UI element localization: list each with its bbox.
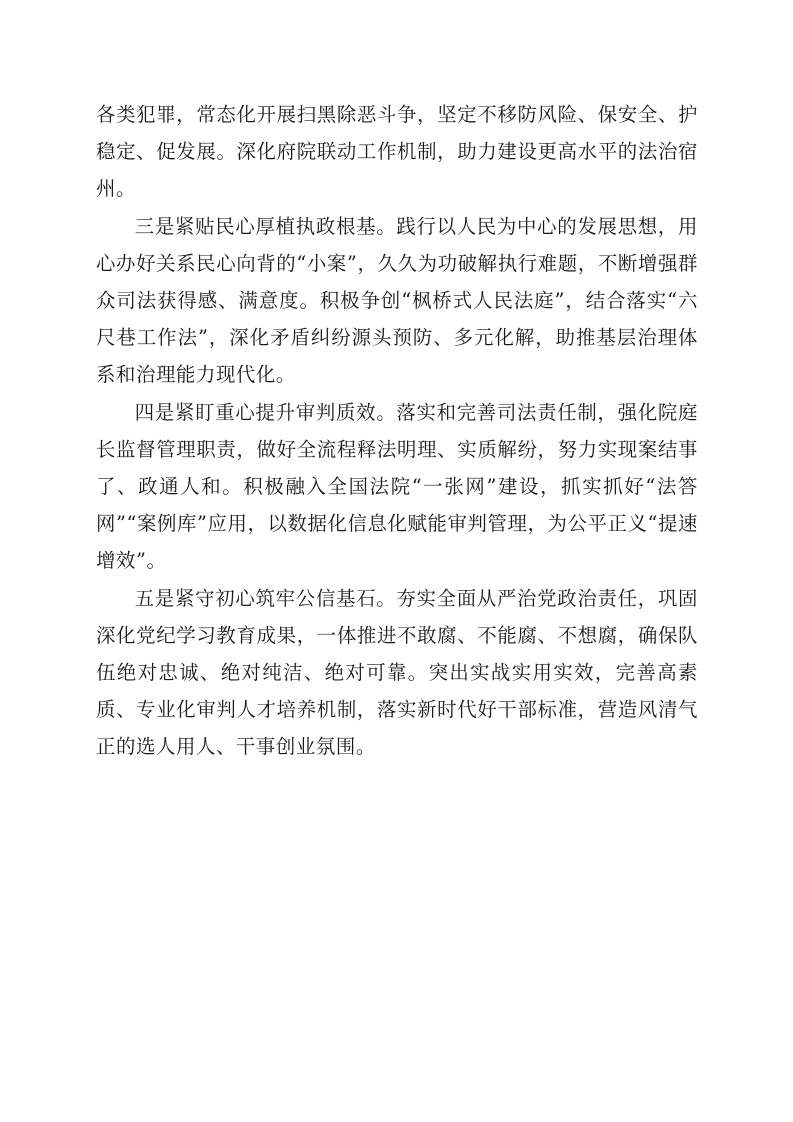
- paragraph-continued: 各类犯罪，常态化开展扫黑除恶斗争，坚定不移防风险、保安全、护稳定、促发展。深化府院联动工作机制，助力建设更高水平的法治宿州。: [96, 103, 698, 201]
- paragraph-point-three: 三是紧贴民心厚植执政根基。践行以人民为中心的发展思想，用心办好关系民心向背的“小案”，久久为功破解执行难题，不断增强群众司法获得感、满意度。积极争创“枫桥式人民法庭”，结合落实“六尺巷工作法”，深化矛盾纠纷源头预防、多元化解，助推基层治理体系和治理能力现代化。: [96, 214, 698, 387]
- document-page: [96, 96, 698, 1026]
- paragraph-point-five: 五是紧守初心筑牢公信基石。夯实全面从严治党政治责任，巩固深化党纪学习教育成果，一体推进不敢腐、不能腐、不想腐，确保队伍绝对忠诚、绝对纯洁、绝对可靠。突出实战实用实效，完善高素质、专业化审判人才培养机制，落实新时代好干部标准，营造风清气正的选人用人、干事创业氛围。: [96, 586, 698, 759]
- paragraph-point-four: 四是紧盯重心提升审判质效。落实和完善司法责任制，强化院庭长监督管理职责，做好全流程释法明理、实质解纷，努力实现案结事了、政通人和。积极融入全国法院“一张网”建设，抓实抓好“法答网”“案例库”应用，以数据化信息化赋能审判管理，为公平正义“提速增效”。: [96, 400, 698, 573]
